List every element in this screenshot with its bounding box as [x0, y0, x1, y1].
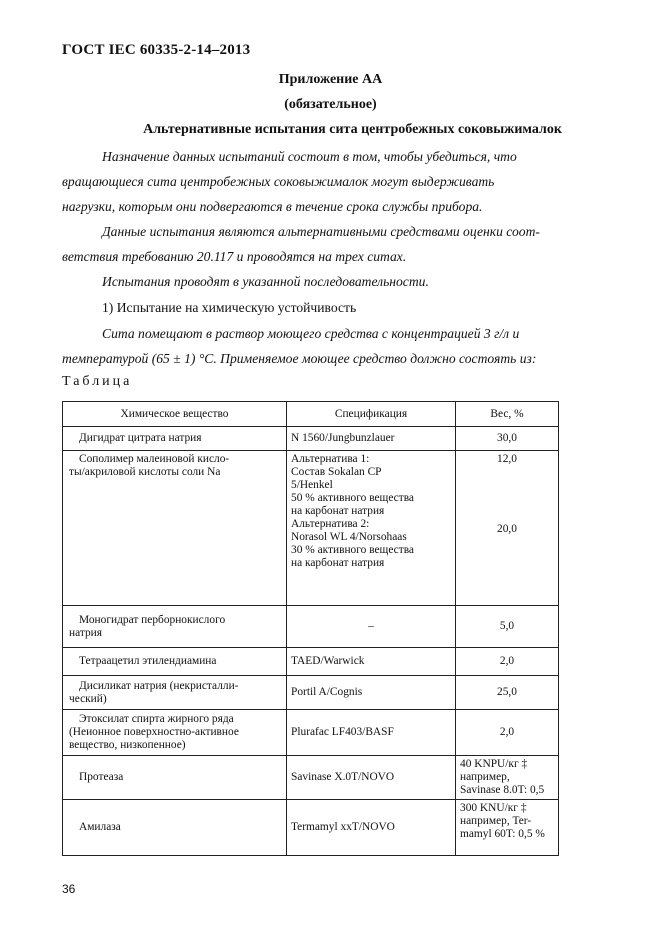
paragraph-test-item	[62, 295, 612, 320]
table-row	[63, 676, 559, 710]
column-header-specification: Спецификация	[287, 402, 456, 427]
column-header-weight: Вес, %	[456, 402, 559, 427]
substance-cell: Амилаза	[63, 800, 287, 856]
table-header-row	[63, 402, 559, 427]
detergent-composition-table	[62, 401, 559, 856]
test-item-label: 1) Испытание на химическую устойчивость	[102, 300, 357, 315]
spec-cell: Plurafac LF403/BASF	[287, 710, 456, 756]
text-line: Сита помещают в раствор моющего средства с концентрацией 3 г/л и	[102, 326, 520, 341]
weight-cell: 30,0	[456, 427, 559, 451]
table-row	[63, 606, 559, 648]
spec-cell: –	[287, 606, 456, 648]
page-number: 36	[62, 882, 76, 896]
spacer	[460, 466, 554, 523]
weight-cell: 300 KNU/кг ‡ например, Ter- mamyl 60T: 0,5 %	[456, 800, 559, 856]
text-line: Данные испытания являются альтернативными средствами оценки соот-	[102, 224, 540, 239]
table-row	[63, 451, 559, 606]
text-line: температурой (65 ± 1) °С. Применяемое моющее средство должно состоять из:	[62, 351, 537, 367]
substance-cell: Этоксилат спирта жирного ряда (Неионное поверхностно-активное вещество, низкопенное)	[63, 710, 287, 756]
paragraph-solution	[62, 321, 612, 371]
table-label: Таблица	[62, 374, 133, 389]
table-row	[63, 648, 559, 676]
weight-cell: 5,0	[456, 606, 559, 648]
weight-cell: 2,0	[456, 710, 559, 756]
table-row	[63, 800, 559, 856]
weight-cell: 40 KNPU/кг ‡ например, Savinase 8.0T: 0,5	[456, 756, 559, 800]
paragraph-sequence	[62, 269, 612, 294]
table-row	[63, 756, 559, 800]
substance-cell: Моногидрат перборнокислого натрия	[63, 606, 287, 648]
spec-cell: Альтернатива 1: Состав Sokalan CP 5/Henkel 50 % активного вещества на карбонат натрия Альтернатива 2: Norasol WL 4/Norsohaas 30 % активного вещества на карбонат натрия	[287, 451, 456, 606]
text-line: вращающиеся сита центробежных соковыжималок могут выдерживать	[62, 174, 495, 190]
substance-cell: Дигидрат цитрата натрия	[63, 427, 287, 451]
spec-cell: TAED/Warwick	[287, 648, 456, 676]
spec-cell: Portil A/Cognis	[287, 676, 456, 710]
substance-cell: Дисиликат натрия (некристалли- ческий)	[63, 676, 287, 710]
spec-cell: N 1560/Jungbunzlauer	[287, 427, 456, 451]
column-header-substance: Химическое вещество	[63, 402, 287, 427]
substance-cell: Протеаза	[63, 756, 287, 800]
text-line: Назначение данных испытаний состоит в том, чтобы убедиться, что	[102, 149, 517, 164]
text-line: ветствия требованию 20.117 и проводятся на трех ситах.	[62, 249, 407, 265]
appendix-status: (обязательное)	[284, 97, 377, 112]
appendix-heading: Альтернативные испытания сита центробежных соковыжималок	[143, 122, 562, 137]
standard-code: ГОСТ IEC 60335-2-14–2013	[62, 42, 251, 58]
substance-cell: Сополимер малеиновой кисло- ты/акриловой кислоты соли Na	[63, 451, 287, 606]
weight-cell: 12,0 20,0	[456, 451, 559, 606]
table-row	[63, 710, 559, 756]
text-line: Испытания проводят в указанной последовательности.	[102, 274, 429, 289]
substance-cell: Тетраацетил этилендиамина	[63, 648, 287, 676]
table-row	[63, 427, 559, 451]
spec-cell: Savinase X.0T/NOVO	[287, 756, 456, 800]
weight-cell: 2,0	[456, 648, 559, 676]
spec-cell: Termamyl xxT/NOVO	[287, 800, 456, 856]
paragraph-alternative	[62, 219, 612, 269]
paragraph-purpose	[62, 144, 612, 220]
text-line	[62, 295, 612, 320]
weight-cell: 25,0	[456, 676, 559, 710]
appendix-title: Приложение АА	[278, 72, 383, 87]
text-line: нагрузки, которым они подвергаются в течение срока службы прибора.	[62, 199, 483, 215]
